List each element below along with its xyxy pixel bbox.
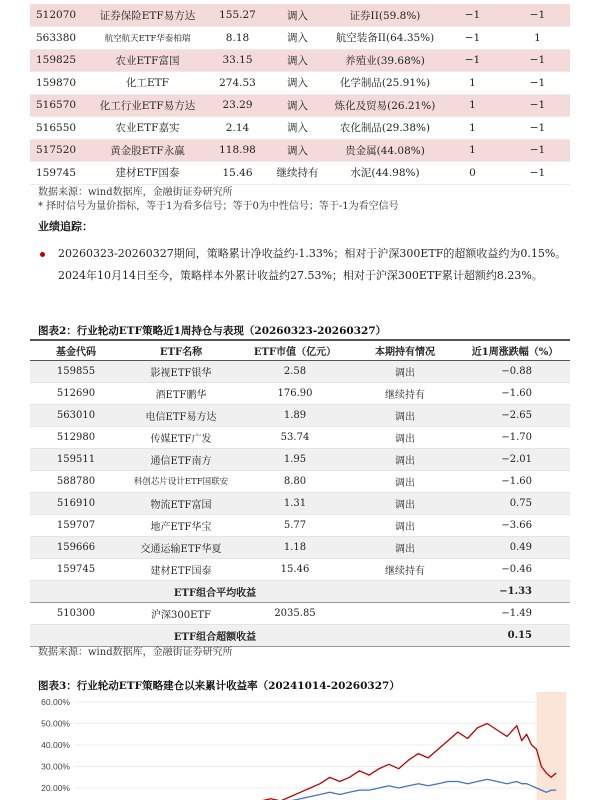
signal-note: * 择时信号为量价指标，等于1为看多信号；等于0为中性信号；等于-1为看空信号 <box>38 201 399 212</box>
excess-return-value: 0.15 <box>460 624 570 646</box>
cumulative-return-chart <box>30 692 570 800</box>
market-value: 274.53 <box>210 72 265 95</box>
etf-name: 化工ETF <box>85 72 210 95</box>
weekly-return: 0.49 <box>460 536 570 558</box>
weekly-return: −1.60 <box>460 470 570 492</box>
position-action: 调入 <box>265 72 330 95</box>
signal-1: 1 <box>440 72 505 95</box>
fund-code: 159870 <box>30 72 85 95</box>
market-value: 8.80 <box>240 470 350 492</box>
etf-name: 地产ETF华宝 <box>122 514 240 536</box>
table-row <box>30 27 570 50</box>
series-line-benchmark <box>74 779 556 800</box>
fund-code: 159745 <box>30 162 85 185</box>
market-value: 1.95 <box>240 448 350 470</box>
fund-code: 159707 <box>30 514 122 536</box>
etf-name: 建材ETF国泰 <box>85 162 210 185</box>
holding-status: 调出 <box>350 536 460 558</box>
weekly-return: −1.70 <box>460 426 570 448</box>
market-value: 15.46 <box>240 558 350 580</box>
table-row <box>30 470 570 492</box>
signal-1: 0 <box>440 162 505 185</box>
table-row <box>30 514 570 536</box>
market-value: 8.18 <box>210 27 265 50</box>
signal-2: −1 <box>505 117 570 140</box>
top-industry: 水泥(44.98%) <box>330 162 440 185</box>
etf-name: 农业ETF富国 <box>85 49 210 72</box>
header-market-value: ETF市值（亿元） <box>240 340 350 360</box>
fund-code: 588780 <box>30 470 122 492</box>
signal-1: 1 <box>440 117 505 140</box>
weekly-return: −3.66 <box>460 514 570 536</box>
weekly-return: 0.75 <box>460 492 570 514</box>
etf-name: 农业ETF嘉实 <box>85 117 210 140</box>
signal-1: 1 <box>440 139 505 162</box>
etf-name: 黄金股ETF永赢 <box>85 139 210 162</box>
table-row <box>30 4 570 27</box>
market-value: 118.98 <box>210 139 265 162</box>
top-industry: 证券II(59.8%) <box>330 4 440 27</box>
avg-return-label: ETF组合平均收益 <box>30 580 460 602</box>
holding-status: 调出 <box>350 360 460 382</box>
benchmark-row <box>30 602 570 624</box>
fund-code: 516910 <box>30 492 122 514</box>
signal-2: −1 <box>505 139 570 162</box>
market-value: 1.18 <box>240 536 350 558</box>
table-row <box>30 117 570 140</box>
signal-2: −1 <box>505 94 570 117</box>
performance-heading: 业绩追踪： <box>38 220 93 233</box>
market-value: 2.58 <box>240 360 350 382</box>
market-value: 53.74 <box>240 426 350 448</box>
highlight-band <box>536 692 566 800</box>
holding-status: 继续持有 <box>350 382 460 404</box>
benchmark-name: 沪深300ETF <box>122 602 240 624</box>
weekly-holdings-table <box>30 339 570 647</box>
etf-name: 证券保险ETF易方达 <box>85 4 210 27</box>
fund-code: 516550 <box>30 117 85 140</box>
benchmark-value: 2035.85 <box>240 602 350 624</box>
signal-1: −1 <box>440 27 505 50</box>
etf-name: 交通运输ETF华夏 <box>122 536 240 558</box>
etf-name: 航空航天ETF华泰柏瑞 <box>85 27 210 50</box>
data-source-note: 数据来源：wind数据库，金融街证券研究所 <box>38 187 233 198</box>
y-tick-label: 20.00% <box>41 783 70 793</box>
holding-status: 调出 <box>350 426 460 448</box>
table-row <box>30 404 570 426</box>
top-industry: 炼化及贸易(26.21%) <box>330 94 440 117</box>
market-value: 1.31 <box>240 492 350 514</box>
fund-code: 563380 <box>30 27 85 50</box>
fund-code: 512980 <box>30 426 122 448</box>
weekly-return: −2.01 <box>460 448 570 470</box>
market-value: 155.27 <box>210 4 265 27</box>
signal-2: −1 <box>505 49 570 72</box>
performance-text: 20260323-20260327期间，策略累计净收益约-1.33%；相对于沪深300ETF的超额收益约为0.15%。2024年10月14日至今，策略样本外累计收益约27.53%；相对于沪深300ETF累计超额约8.23%。 <box>58 247 567 282</box>
signal-2: 1 <box>505 27 570 50</box>
table2-header-row <box>30 340 570 360</box>
table-row <box>30 558 570 580</box>
etf-name: 科创芯片设计ETF国联安 <box>122 470 240 492</box>
market-value: 15.46 <box>210 162 265 185</box>
holding-status: 调出 <box>350 492 460 514</box>
etf-name: 化工行业ETF易方达 <box>85 94 210 117</box>
top-industry: 贵金属(44.08%) <box>330 139 440 162</box>
etf-name: 通信ETF南方 <box>122 448 240 470</box>
top-industry: 农化制品(29.38%) <box>330 117 440 140</box>
fund-code: 159666 <box>30 536 122 558</box>
benchmark-return: −1.49 <box>460 602 570 624</box>
fund-code: 159511 <box>30 448 122 470</box>
table-row <box>30 492 570 514</box>
excess-return-label: ETF组合超额收益 <box>30 624 460 646</box>
table-row <box>30 536 570 558</box>
etf-name: 物流ETF富国 <box>122 492 240 514</box>
weekly-return: −0.88 <box>460 360 570 382</box>
holding-status: 调出 <box>350 448 460 470</box>
holding-status: 继续持有 <box>350 558 460 580</box>
fund-code: 159855 <box>30 360 122 382</box>
position-action: 调入 <box>265 94 330 117</box>
data-source-note-2: 数据来源：wind数据库，金融街证券研究所 <box>38 647 233 658</box>
etf-name: 酒ETF鹏华 <box>122 382 240 404</box>
top-industry: 航空装备II(64.35%) <box>330 27 440 50</box>
etf-name: 影视ETF银华 <box>122 360 240 382</box>
fund-code: 512070 <box>30 4 85 27</box>
signal-2: −1 <box>505 4 570 27</box>
table-row <box>30 426 570 448</box>
signal-2: −1 <box>505 162 570 185</box>
holding-status: 调出 <box>350 514 460 536</box>
position-action: 调入 <box>265 49 330 72</box>
table-row <box>30 382 570 404</box>
top-industry: 化学制品(25.91%) <box>330 72 440 95</box>
fund-code: 512690 <box>30 382 122 404</box>
table2-title: 图表2：行业轮动ETF策略近1周持仓与表现（20260323-20260327） <box>38 325 387 337</box>
fund-code: 517520 <box>30 139 85 162</box>
fund-code: 159745 <box>30 558 122 580</box>
header-weekly-return: 近1周涨跌幅（%） <box>460 340 570 360</box>
position-action: 调入 <box>265 27 330 50</box>
signal-1: −1 <box>440 4 505 27</box>
y-tick-label: 60.00% <box>41 697 70 707</box>
signal-2: −1 <box>505 72 570 95</box>
market-value: 1.89 <box>240 404 350 426</box>
header-holding-status: 本期持有情况 <box>350 340 460 360</box>
table-row <box>30 162 570 185</box>
table-row <box>30 72 570 95</box>
etf-name: 传媒ETF广发 <box>122 426 240 448</box>
signal-1: 1 <box>440 94 505 117</box>
etf-name: 建材ETF国泰 <box>122 558 240 580</box>
series-line-strategy <box>74 724 556 800</box>
chart3-title: 图表3：行业轮动ETF策略建仓以来累计收益率（20241014-20260327） <box>38 680 400 692</box>
position-action: 调入 <box>265 4 330 27</box>
fund-code: 516570 <box>30 94 85 117</box>
header-etf-name: ETF名称 <box>122 340 240 360</box>
fund-code: 159825 <box>30 49 85 72</box>
position-action: 调入 <box>265 117 330 140</box>
holding-status: 调出 <box>350 470 460 492</box>
table-row <box>30 139 570 162</box>
y-tick-label: 30.00% <box>41 761 70 772</box>
position-action: 继续持有 <box>265 162 330 185</box>
table-row <box>30 49 570 72</box>
top-industry: 养殖业(39.68%) <box>330 49 440 72</box>
market-value: 176.90 <box>240 382 350 404</box>
weekly-return: −1.60 <box>460 382 570 404</box>
weekly-return: −2.65 <box>460 404 570 426</box>
weekly-return: −0.46 <box>460 558 570 580</box>
avg-return-value: −1.33 <box>460 580 570 602</box>
market-value: 23.29 <box>210 94 265 117</box>
fund-code: 563010 <box>30 404 122 426</box>
market-value: 5.77 <box>240 514 350 536</box>
signal-1: −1 <box>440 49 505 72</box>
market-value: 2.14 <box>210 117 265 140</box>
y-tick-label: 40.00% <box>41 740 70 750</box>
etf-name: 电信ETF易方达 <box>122 404 240 426</box>
avg-return-row <box>30 580 570 602</box>
table-row <box>30 448 570 470</box>
y-tick-label: 50.00% <box>41 718 70 729</box>
holding-status: 调出 <box>350 404 460 426</box>
table-row <box>30 94 570 117</box>
top-holdings-table <box>30 4 570 185</box>
header-fund-code: 基金代码 <box>30 340 122 360</box>
bullet-dot-icon <box>40 252 45 257</box>
position-action: 调入 <box>265 139 330 162</box>
benchmark-code: 510300 <box>30 602 122 624</box>
market-value: 33.15 <box>210 49 265 72</box>
table-row <box>30 360 570 382</box>
